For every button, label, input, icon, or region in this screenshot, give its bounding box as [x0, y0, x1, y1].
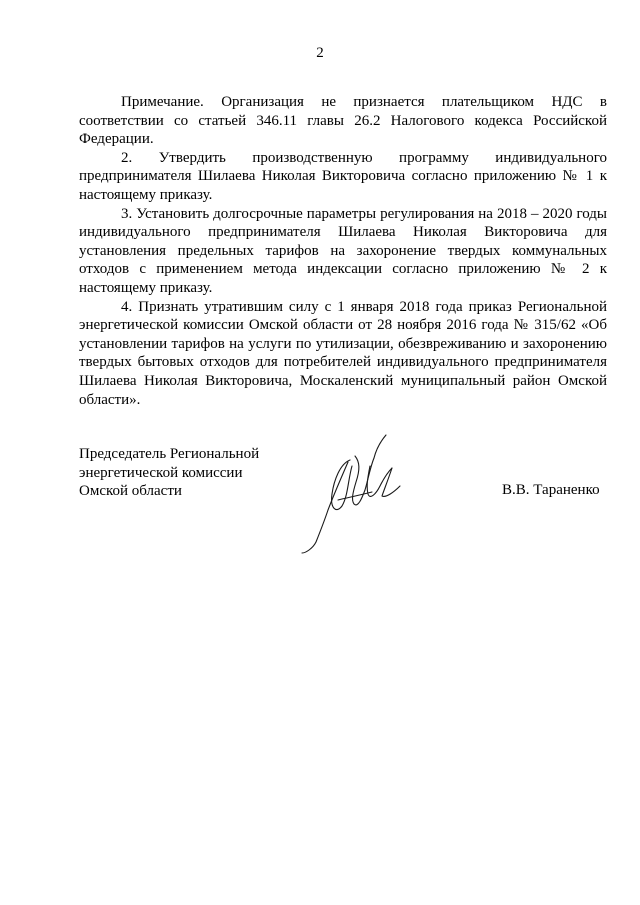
- note-paragraph: Примечание. Организация не признается плательщиком НДС в соответствии со статьей 346.11 главы 26.2 Налогового кодекса Российской Федерации.: [79, 94, 607, 148]
- signatory-title: [79, 445, 259, 501]
- item-3-paragraph: 3. Установить долгосрочные параметры регулирования на 2018 – 2020 годы индивидуального предпринимателя Шилаева Николая Викторовича для установления предельных тарифов на захоронение твердых коммунальных отходов с применением метода индексации согласно приложению № 2 к настоящему приказу.: [79, 205, 607, 296]
- signatory-title-line: энергетической комиссии: [79, 464, 243, 481]
- handwritten-signature: [298, 432, 408, 554]
- signatory-title-line: Омской области: [79, 483, 182, 500]
- item-4-paragraph: 4. Признать утратившим силу с 1 января 2018 года приказ Региональной энергетической комиссии Омской области от 28 ноября 2016 года № 315/62 «Об установлении тарифов на услуги по утилизации, обезвреживанию и захоронению твердых бытовых отходов для потребителей индивидуального предпринимателя Шилаева Николая Викторовича, Москаленский муниципальный район Омской области».: [79, 298, 607, 408]
- signatory-name: В.В. Тараненко: [502, 482, 600, 498]
- document-body: [79, 93, 607, 409]
- item-2-paragraph: 2. Утвердить производственную программу индивидуального предпринимателя Шилаева Николая Викторовича согласно приложению № 1 к настоящему приказу.: [79, 149, 607, 203]
- page-number: 2: [316, 45, 324, 61]
- signatory-title-line: Председатель Региональной: [79, 446, 260, 462]
